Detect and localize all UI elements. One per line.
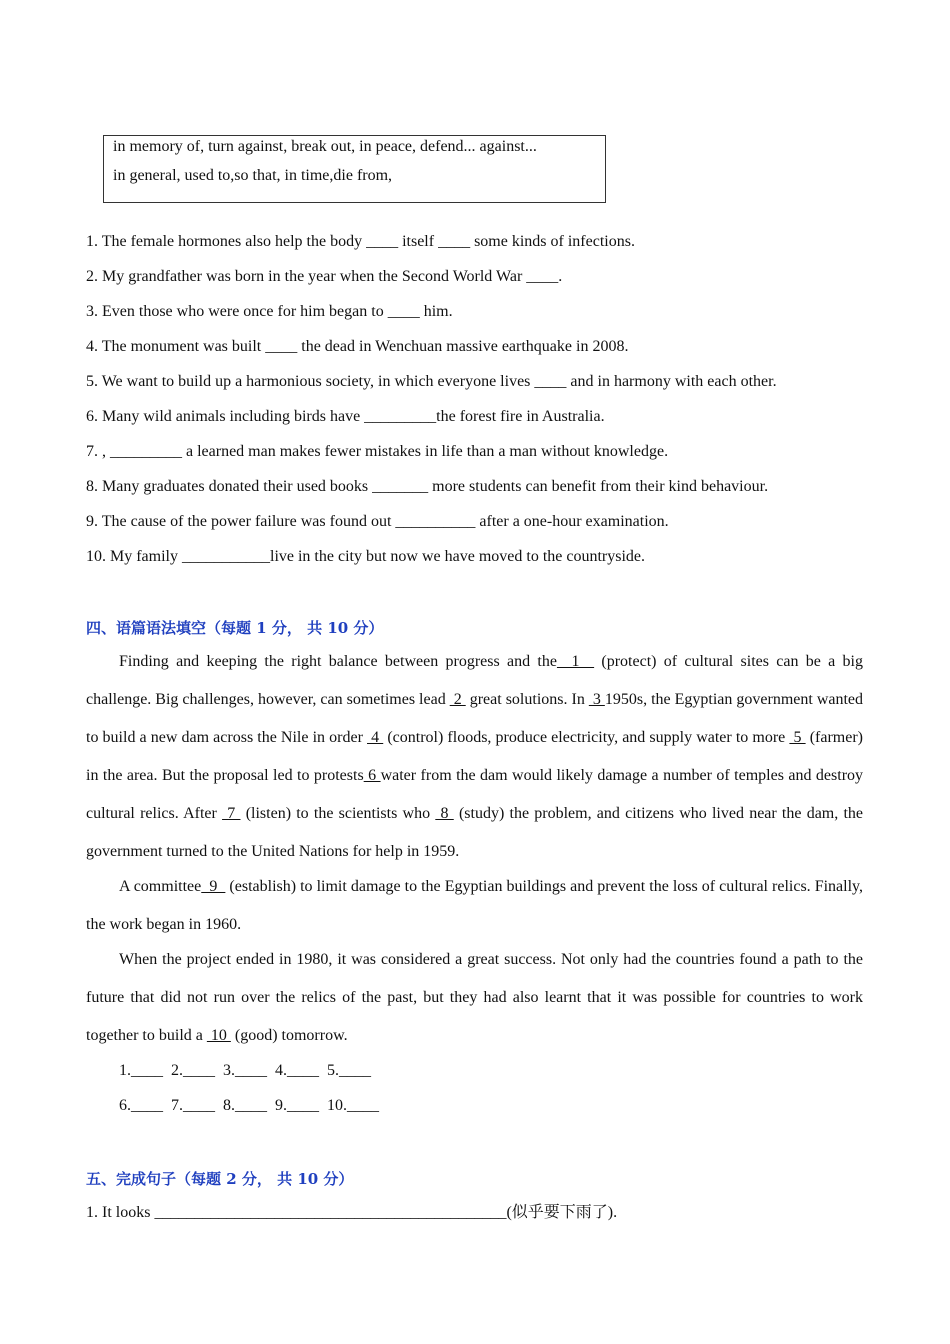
phrase-box xyxy=(103,135,606,203)
answer-row-1: 1.____ 2.____ 3.____ 4.____ 5.____ xyxy=(119,1062,371,1079)
blank-7: 7 xyxy=(222,805,241,822)
blank-8: 8 xyxy=(435,805,454,822)
question-3: 3. Even those who were once for him began to ____ him. xyxy=(86,303,453,320)
p2-text-2: (establish) to limit damage to the Egyptian buildings and prevent the loss of cultural relics. Finally, the work began in 1960. xyxy=(86,878,864,933)
question-5: 5. We want to build up a harmonious society, in which everyone lives ____ and in harmony with each other. xyxy=(86,373,777,390)
blank-1: 1 xyxy=(556,653,595,670)
completion-question-1: 1. It looks ____________________________________________(似乎要下雨了). xyxy=(86,1204,618,1221)
question-8: 8. Many graduates donated their used books _______ more students can benefit from their kind behaviour. xyxy=(86,478,769,495)
blank-4: 4 xyxy=(367,729,384,746)
answer-row-2: 6.____ 7.____ 8.____ 9.____ 10.____ xyxy=(119,1097,379,1114)
p1-text-4: 1950s, the Egyptian government wanted to build a new dam across the Nile in order xyxy=(86,691,864,746)
blank-9: 9 xyxy=(201,878,226,895)
question-6: 6. Many wild animals including birds have _________the forest fire in Australia. xyxy=(86,408,605,425)
p1-text-5: (control) floods, produce electricity, and supply water to more xyxy=(383,729,790,746)
passage-paragraph-2 xyxy=(86,868,863,944)
passage-paragraph-3 xyxy=(86,941,863,1055)
section-4-heading: 四、语篇语法填空（每题 1 分， 共 10 分） xyxy=(86,619,384,637)
question-10: 10. My family ___________live in the city but now we have moved to the countryside. xyxy=(86,548,646,565)
p1-text-2: (protect) of cultural sites can be a big challenge. Big challenges, however, can sometimes lead xyxy=(86,653,864,708)
p1-text-9: (study) the problem, and citizens who lived near the dam, the government turned to the United Nations for help in 1959. xyxy=(86,805,864,860)
p1-text-1: Finding and keeping the right balance between progress and the xyxy=(119,653,557,670)
phrase-line-2: in general, used to,so that, in time,die from, xyxy=(113,167,393,184)
question-2: 2. My grandfather was born in the year when the Second World War ____. xyxy=(86,268,563,285)
p3-text-1: When the project ended in 1980, it was considered a great success. Not only had the countries found a path to the future that did not run over the relics of the past, but they had also learnt that it was possible for countries to work together to build a xyxy=(86,951,863,1044)
p1-text-7: water from the dam would likely damage a number of temples and destroy cultural relics. After xyxy=(86,767,864,822)
passage-paragraph-1 xyxy=(86,643,863,871)
p1-text-6: (farmer) in the area. But the proposal led to protests xyxy=(86,729,864,784)
question-7: 7. , _________ a learned man makes fewer mistakes in life than a man without knowledge. xyxy=(86,443,669,460)
question-1: 1. The female hormones also help the body ____ itself ____ some kinds of infections. xyxy=(86,233,635,250)
blank-6: 6 xyxy=(363,767,381,784)
blank-2: 2 xyxy=(449,691,466,708)
p1-text-8: (listen) to the scientists who xyxy=(240,805,436,822)
section-5-heading: 五、完成句子（每题 2 分， 共 10 分） xyxy=(86,1170,354,1188)
blank-5: 5 xyxy=(789,729,806,746)
question-4: 4. The monument was built ____ the dead in Wenchuan massive earthquake in 2008. xyxy=(86,338,629,355)
phrase-line-1: in memory of, turn against, break out, in peace, defend... against... xyxy=(113,138,537,155)
question-9: 9. The cause of the power failure was found out __________ after a one-hour examination. xyxy=(86,513,669,530)
p2-text-1: A committee xyxy=(119,878,202,895)
p1-text-3: great solutions. In xyxy=(465,691,589,708)
blank-10: 10 xyxy=(206,1027,231,1044)
p3-text-2: (good) tomorrow. xyxy=(230,1027,348,1044)
blank-3: 3 xyxy=(588,691,605,708)
